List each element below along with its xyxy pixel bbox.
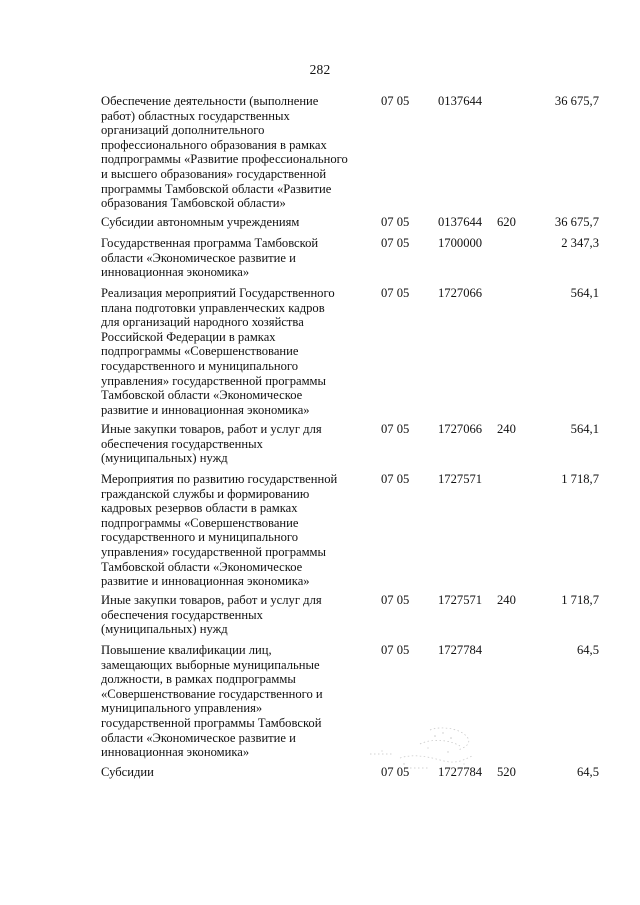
target-code: 1727784 bbox=[438, 643, 483, 657]
row-description: Иные закупки товаров, работ и услуг для обеспечения государственных (муниципальных) нужд bbox=[101, 422, 322, 466]
table-row bbox=[0, 593, 640, 643]
page-number: 282 bbox=[309, 62, 331, 77]
faint-stamp-mark bbox=[360, 724, 510, 776]
target-code: 1727571 bbox=[438, 593, 483, 607]
table-row bbox=[0, 765, 640, 785]
row-description: Иные закупки товаров, работ и услуг для обеспечения государственных (муниципальных) нужд bbox=[101, 593, 322, 637]
target-code: 1727066 bbox=[438, 422, 483, 436]
amount: 36 675,7 bbox=[554, 94, 599, 108]
table-row bbox=[0, 286, 640, 422]
row-description: Обеспечение деятельности (выполнение работ) областных государственных организаций дополнительного профессионального образования в рамках подпрограммы «Развитие профессионального и высшего образования» государственной программы Тамбовской области «Развитие образования Тамбовской области» bbox=[101, 94, 348, 211]
target-code: 0137644 bbox=[438, 94, 483, 108]
table-row bbox=[0, 94, 640, 215]
section-code: 07 05 bbox=[381, 215, 410, 229]
target-code: 1727784 bbox=[438, 765, 483, 779]
table-row bbox=[0, 422, 640, 472]
amount: 2 347,3 bbox=[561, 236, 599, 250]
row-description: Субсидии bbox=[101, 765, 154, 779]
row-description: Субсидии автономным учреждениям bbox=[101, 215, 300, 229]
section-code: 07 05 bbox=[381, 94, 410, 108]
expense-type-code: 240 bbox=[497, 593, 516, 607]
section-code: 07 05 bbox=[381, 286, 410, 300]
amount: 64,5 bbox=[576, 765, 599, 779]
table-row bbox=[0, 215, 640, 236]
section-code: 07 05 bbox=[381, 472, 410, 486]
expense-type-code: 240 bbox=[497, 422, 516, 436]
expense-type-code: 620 bbox=[497, 215, 516, 229]
row-description: Повышение квалификации лиц, замещающих выборные муниципальные должности, в рамках подпрограммы «Совершенствование государственного и муниципального управления» государственной программы Тамбовской области «Экономическое развитие и инновационная экономика» bbox=[101, 643, 323, 760]
section-code: 07 05 bbox=[381, 643, 410, 657]
amount: 564,1 bbox=[570, 286, 599, 300]
target-code: 1727571 bbox=[438, 472, 483, 486]
target-code: 1700000 bbox=[438, 236, 483, 250]
section-code: 07 05 bbox=[381, 593, 410, 607]
row-description: Государственная программа Тамбовской области «Экономическое развитие и инновационная экономика» bbox=[101, 236, 319, 280]
section-code: 07 05 bbox=[381, 765, 410, 779]
table-row bbox=[0, 643, 640, 765]
budget-table bbox=[0, 94, 640, 785]
amount: 64,5 bbox=[576, 643, 599, 657]
amount: 36 675,7 bbox=[554, 215, 599, 229]
row-description: Реализация мероприятий Государственного плана подготовки управленческих кадров для организаций народного хозяйства Российской Федерации в рамках подпрограммы «Совершенствование государственного и муниципального управления» государственной программы Тамбовской области «Экономическое развитие и инновационная экономика» bbox=[101, 286, 335, 417]
amount: 1 718,7 bbox=[561, 472, 599, 486]
expense-type-code: 520 bbox=[497, 765, 516, 779]
target-code: 1727066 bbox=[438, 286, 483, 300]
row-description: Мероприятия по развитию государственной гражданской службы и формированию кадровых резервов области в рамках подпрограммы «Совершенствование государственного и муниципального управления» государственной программы Тамбовской области «Экономическое развитие и инновационная экономика» bbox=[101, 472, 338, 589]
section-code: 07 05 bbox=[381, 236, 410, 250]
target-code: 0137644 bbox=[438, 215, 483, 229]
table-row bbox=[0, 472, 640, 593]
amount: 564,1 bbox=[570, 422, 599, 436]
section-code: 07 05 bbox=[381, 422, 410, 436]
table-row bbox=[0, 236, 640, 286]
amount: 1 718,7 bbox=[561, 593, 599, 607]
